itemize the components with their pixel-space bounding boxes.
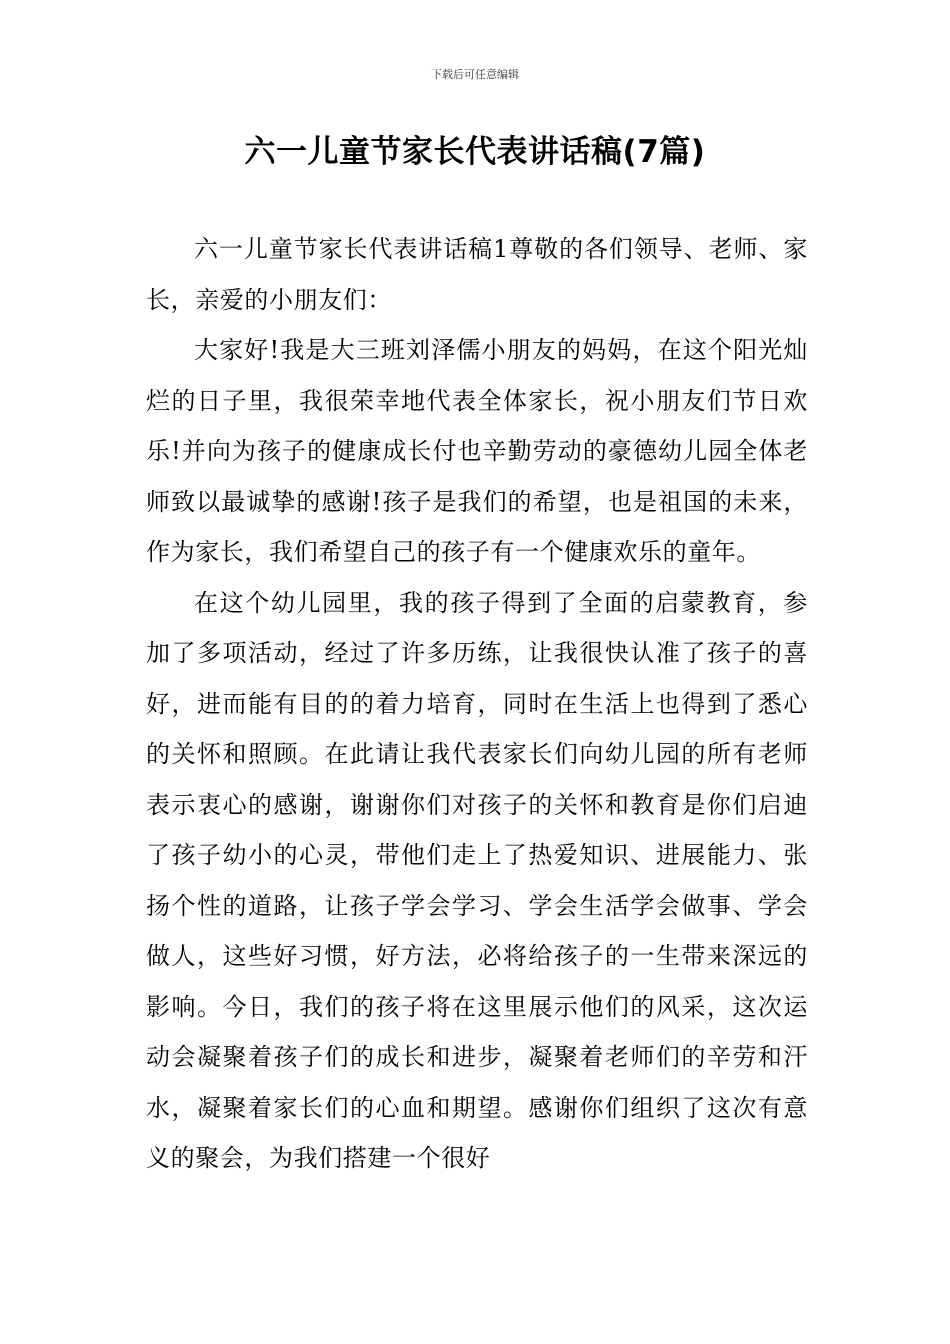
header-note: 下载后可任意编辑 bbox=[431, 68, 519, 81]
paragraph-3: 在这个幼儿园里，我的孩子得到了全面的启蒙教育，参加了多项活动，经过了许多历练，让我很快认准了孩子的喜好，进而能有目的的着力培育，同时在生活上也得到了悉心的关怀和照顾。在此请让我代表家长们向幼儿园的所有老师表示衷心的感谢，谢谢你们对孩子的关怀和教育是你们启迪了孩子幼小的心灵，带他们走上了热爱知识、进展能力、张扬个性的道路，让孩子学会学习、学会生活学会做事、学会做人，这些好习惯，好方法，必将给孩子的一生带来深远的影响。今日，我们的孩子将在这里展示他们的风采，这次运动会凝聚着孩子们的成长和进步，凝聚着老师们的辛劳和汗水，凝聚着家长们的心血和期望。感谢你们组织了这次有意义的聚会，为我们搭建一个很好 bbox=[146, 588, 808, 1172]
document-body bbox=[146, 224, 808, 1184]
paragraph-1: 六一儿童节家长代表讲话稿1尊敬的各们领导、老师、家长，亲爱的小朋友们： bbox=[146, 235, 808, 314]
paragraph-2: 大家好!我是大三班刘泽儒小朋友的妈妈，在这个阳光灿烂的日子里，我很荣幸地代表全体家长，祝小朋友们节日欢乐!并向为孩子的健康成长付也辛勤劳动的豪德幼儿园全体老师致以最诚挚的感谢!孩子是我们的希望，也是祖国的未来，作为家长，我们希望自己的孩子有一个健康欢乐的童年。 bbox=[146, 336, 808, 566]
document-title: 六一儿童节家长代表讲话稿(7篇) bbox=[244, 134, 706, 170]
